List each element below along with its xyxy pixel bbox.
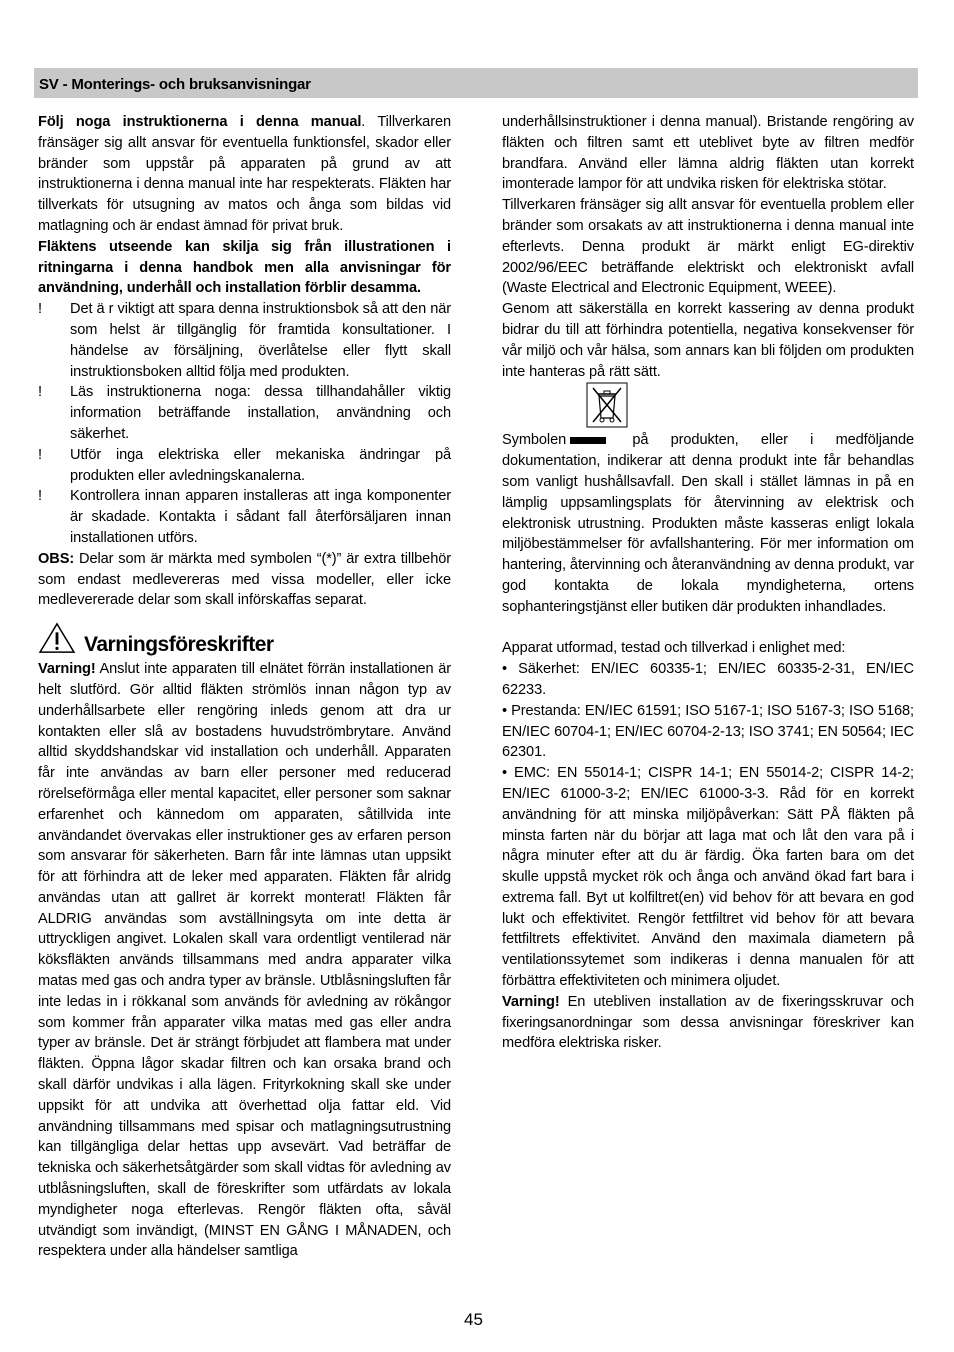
symbol-paragraph [502,430,914,617]
list-item [38,486,451,548]
section-header-bar [34,68,918,98]
right-column [502,112,914,1054]
list-item [38,445,451,487]
bullet-mark: ! [38,488,42,505]
bullet-mark: ! [38,301,42,318]
warning-label: Varning! [38,661,96,678]
safety-standards: • Säkerhet: EN/IEC 60335-1; EN/IEC 60335-2-31, EN/IEC 62233. [502,661,914,698]
list-item [38,382,451,444]
warning-paragraph [38,659,451,1262]
liability-paragraph: Tillverkaren fränsäger sig allt ansvar för eventuella problem eller bränder som orsakats av att instruktionerna i denna manual inte efterlevts. Denna produkt är märkt enligt EG-direktiv 2002/96/EEC beträffande elektriskt och elektroniskt avfall (Waste Electrical and Electronic Equipment, WEEE). [502,197,914,297]
bullet-text: Läs instruktionerna noga: dessa tillhandahåller viktig information beträffande installation, användning och säkerhet. [70,384,451,442]
bullet-text: Utför inga elektriska eller mekaniska ändringar på produkten eller avledningskanalerna. [70,446,451,484]
obs-label: OBS: [38,550,75,567]
bullet-mark: ! [38,384,42,401]
warnings-heading [38,623,451,659]
fixing-warning-paragraph [502,992,914,1054]
warning-triangle-icon [38,622,84,661]
weee-bar-icon [570,437,606,444]
obs-paragraph [38,549,451,611]
list-item [38,299,451,382]
bullet-text: Det ä r viktigt att spara denna instruktionsbok så att den när som helst är tillgänglig för framtida konsultationer. I händelse av försäljning, överlåtelse eller flytt skall instruktionsboken alltid följa med produkten. [70,301,451,380]
left-column [38,112,451,1262]
compliance-intro: Apparat utformad, testad och tillverkad i enlighet med: [502,640,846,657]
fixing-warning-label: Varning! [502,993,560,1010]
section-title: SV - Monterings- och bruksanvisningar [39,76,311,93]
spacer [502,618,914,639]
appearance-note [38,237,451,299]
intro-bold: Följ noga instruktionerna i denna manual [38,114,362,130]
bullet-mark: ! [38,446,42,463]
symbol-post-text: på produkten, eller i medföljande dokumentation, indikerar att denna produkt inte får behandlas som vanligt hushållsavfall. Den skall i stället lämnas in på en lämplig uppsamlingsplats för återvinning av elektrisk och elektronisk utrustning. Produkten måste kasseras enligt lokala miljöbestämmelser för avfallshantering. För mer information om hantering, återvinning och återanvändning av denna produkt, var god kontakta de lokala myndigheterna, ortens sophanteringstjänst eller butiken där produkten inhandlades. [502,432,914,615]
performance-standards: • Prestanda: EN/IEC 61591; ISO 5167-1; ISO 5167-3; ISO 5168; EN/IEC 60704-1; EN/IEC 60704-2-13; ISO 3741; EN 50564; IEC 62301. [502,702,914,761]
warning-text: Anslut inte apparaten till elnätet förrän installationen är helt slutförd. Gör alltid fläkten strömlös innan någon typ av underhållsarbete eller rengöring inleds genom att dra ur kontakten eller slå av bostadens huvudströmbrytare. Använd alltid skyddshandskar vid installation och underhåll. Apparaten får inte användas av barn eller personer med reducerad rörelseförmåga eller mental kapacitet, eller personer som saknar erfarenhet och kännedom om apparaten, såtillvida inte användandet övervakas eller instruktioner ges av erfaren person som ansvarar för säkerheten. Barn får inte lämnas utan uppsikt för att förhindra att de leker med apparaten. Fläkten får alridg användas utan att gallret är korrekt monterat! Fläkten får ALDRIG användas som avställningsyta om inte detta är uttryckligen angivet. Lokalen skall vara ordentligt ventilerad när köksfläkten används tillsammans med andra apparater vilka matas med gas och andra typer av bränsle. Utblåsningsluften får inte ledas in i rökkanal som används för avledning av rökångor som kommer från apparater vilka matas med gas eller andra typer av bränsle. Det är strängt förbjudet att flambera mat under fläkten. Öppna lågor skadar filtren och kan orsaka brand och skall därför undvikas i alla lägen. Frityrkokning skall ske under uppsikt för att undvika att överhettad olja fattar eld. Vid användning tillsammans med spisar och matlagningsutrustning kan tillgängliga delar hettas upp avsevärt. Vad beträffar de tekniska och säkerhetsåtgärder som skall vidtas för avledning av utblåsningsluften, skall de föreskrifter som utfärdats av lokala myndigheter noga efterlevas. Rengör fläkten ofta, såväl utvändigt som invändigt, (MINST EN GÅNG I MÅNADEN, och respektera under alla händelser samtliga [38,661,451,1260]
page-number: 45 [464,1310,483,1329]
emc-standards: • EMC: EN 55014-1; CISPR 14-1; EN 55014-2; CISPR 14-2; EN/IEC 61000-3-2; EN/IEC 61000-3-3. Råd för en korrekt användning för att minska miljöpåverkan: Sätt PÅ fläkten på minsta farten när du börjar att laga mat och låt den vara på i några minuter efter att du är färdig. Öka farten bara om det skulle uppstå mycket rök och ånga och använd ökad fart bara i extrema fall. Byt ut kolfiltret(en) vid behov för att bevara en god lukt och effektivitet. Rengör fettfiltret vid behov för att bevara fettfiltrets effektivitet. Använd den maximala diametern på ventilationssytemet som indikeras i denna manualen för att förbättra effektiviteten och minimera oljudet. [502,765,914,990]
intro-paragraph [38,112,451,237]
maintenance-paragraph: underhållsinstruktioner i denna manual). Bristande rengöring av fläkten och filtren samt ett uteblivet byte av filtren medför brandfara. Använd eller lämna aldrig fläkten utan korrekt imonterade lampor för att undvika risken för elektriska stötar. [502,114,914,193]
symbol-pre-text: Symbolen [502,432,567,449]
appearance-note-bold: Fläktens utseende kan skilja sig från illustrationen i ritningarna i denna handbok men alla anvisningar för användning, underhåll och installation förblir desamma. [38,238,451,297]
fixing-warning-text: En utebliven installation av de fixeringsskruvar och fixeringsanordningar som dessa anvisningar föreskriver kan medföra elektriska risker. [502,993,914,1052]
obs-text: Delar som är märkta med symbolen “(*)” är extra tillbehör som endast medlevereras med vissa modeller, eller icke medlevererade delar som skall införskaffas separat. [38,550,451,609]
weee-symbol-area [502,382,914,430]
bullet-text: Kontrollera innan apparen installeras att inga komponenter är skadade. Kontakta i sådant fall återförsäljaren innan installationen utförs. [70,488,451,546]
intro-text: . Tillverkaren fränsäger sig allt ansvar för eventuella funktionsfel, skador eller bränder som uppstår på apparaten på grund av att instruktionerna i denna manual inte har respekterats. Fläkten har tillverkats för utsugning av matos och ånga som bildas vid matlagning och är endast ämnad för privat bruk. [38,114,451,234]
warnings-title: Varningsföreskrifter [84,632,274,656]
disposal-paragraph: Genom att säkerställa en korrekt kassering av denna produkt bidrar du till att förhindra potentiella, negativa konsekvenser för vår miljö och vår hälsa, som annars kan bli följden om produkten inte hanteras på rätt sätt. [502,301,914,380]
